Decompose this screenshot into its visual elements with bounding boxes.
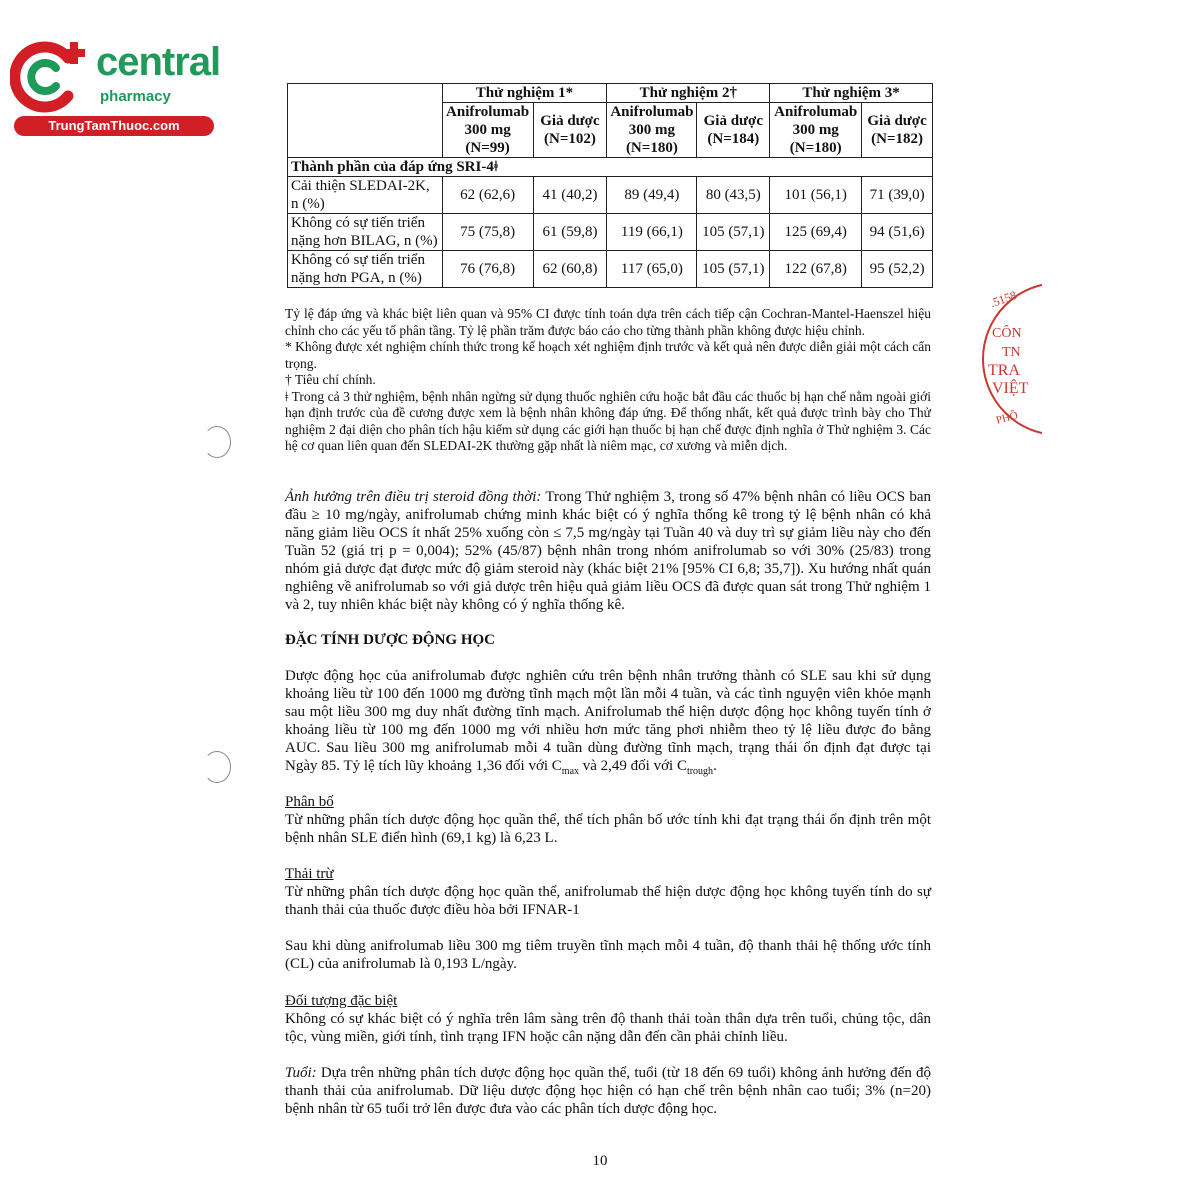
steroid-title: Ảnh hưởng trên điều trị steroid đồng thời: <box>285 489 542 505</box>
cell-value: 80 (43,5) <box>697 177 770 214</box>
logo-title: central <box>96 40 221 84</box>
cell-value: 62 (60,8) <box>533 251 607 288</box>
cell-value: 76 (76,8) <box>442 251 533 288</box>
cell-value: 75 (75,8) <box>442 214 533 251</box>
table-header-row <box>288 84 933 103</box>
elimination-body: Từ những phân tích dược động học quần thể, anifrolumab thể hiện dược động học không tuyến tính do sự thanh thải của thuốc được điều hòa bởi IFNAR-1 <box>285 884 931 918</box>
cell-value: 105 (57,1) <box>697 251 770 288</box>
punch-hole <box>203 751 231 783</box>
distribution-section <box>285 793 931 847</box>
cmax-subscript: max <box>561 766 580 777</box>
stamp-text: CÔN <box>992 326 1022 341</box>
special-title: Đối tượng đặc biệt <box>285 993 398 1009</box>
cell-value: 94 (51,6) <box>862 214 933 251</box>
arm-header: Anifrolumab 300 mg (N=99) <box>442 103 533 158</box>
special-populations-section <box>285 992 931 1118</box>
arm-header: Giả dược (N=184) <box>697 103 770 158</box>
footnote: Tỷ lệ đáp ứng và khác biệt liên quan và 95% CI được tính toán dựa trên cách tiếp cận Cochran-Mantel-Haenszel hiệu chỉnh cho các yếu tố phân tầng. Tỷ lệ phần trăm được báo cáo cho từng thành phần không được hiệu chỉnh. <box>285 306 931 338</box>
page-number: 10 <box>592 1153 608 1169</box>
steroid-body: Trong Thử nghiệm 3, trong số 47% bệnh nhân có liều OCS ban đầu ≥ 10 mg/ngày, anifrolumab chứng minh khác biệt có ý nghĩa thống kê trong tỷ lệ bệnh nhân có khả năng giảm liều OCS ít nhất 25% xuống còn ≤ 7,5 mg/ngày tại Tuần 40 và duy trì sự giảm liều này cho đến Tuần 52 (giá trị p = 0,004); 52% (45/87) bệnh nhân trong nhóm anifrolumab so với 30% (25/83) trong nhóm giả dược đạt được mức độ giảm steroid này (khác biệt 21% [95% CI 6,8; 35,7]). Xu hướng nhất quán nghiêng về anifrolumab so với giả dược trên hiệu quả giảm liều OCS đã được quan sát trong Thử nghiệm 1 và 2, tuy nhiên khác biệt này không có ý nghĩa thống kê. <box>285 489 931 613</box>
cell-value: 119 (66,1) <box>607 214 697 251</box>
table-row <box>288 214 933 251</box>
elimination-title: Thải trừ <box>285 866 334 882</box>
cell-value: 105 (57,1) <box>697 214 770 251</box>
section-title: Thành phần của đáp ứng SRI-4ǂ <box>288 158 933 177</box>
company-stamp <box>982 282 1042 442</box>
pk-intro-text: và 2,49 đối với C <box>579 758 687 774</box>
pk-intro-paragraph <box>285 667 931 781</box>
stamp-text: TRA <box>988 362 1020 379</box>
cell-value: 62 (62,6) <box>442 177 533 214</box>
pk-heading: ĐẶC TÍNH DƯỢC ĐỘNG HỌC <box>285 632 496 648</box>
table-row <box>288 177 933 214</box>
table-section-row <box>288 158 933 177</box>
ctrough-subscript: trough <box>686 766 714 777</box>
trial-header: Thử nghiệm 2† <box>607 84 770 103</box>
table-row <box>288 251 933 288</box>
cell-value: 95 (52,2) <box>862 251 933 288</box>
trial-header: Thử nghiệm 1* <box>442 84 607 103</box>
row-label: Không có sự tiến triển nặng hơn PGA, n (%) <box>288 251 443 288</box>
distribution-body: Từ những phân tích dược động học quần thể, thể tích phân bố ước tính khi đạt trạng thái ổn định trên một bệnh nhân SLE điển hình (69,1 kg) là 6,23 L. <box>285 812 931 846</box>
stamp-text: .5158 <box>988 287 1019 311</box>
stamp-text: TN <box>1002 345 1021 360</box>
punch-hole <box>203 426 231 458</box>
arm-header: Anifrolumab 300 mg (N=180) <box>770 103 862 158</box>
cell-value: 122 (67,8) <box>770 251 862 288</box>
elimination-body: Sau khi dùng anifrolumab liều 300 mg tiêm truyền tĩnh mạch mỗi 4 tuần, độ thanh thải hệ thống ước tính (CL) của anifrolumab là 0,193 L/ngày. <box>285 938 931 972</box>
arm-header: Anifrolumab 300 mg (N=180) <box>607 103 697 158</box>
cell-value: 117 (65,0) <box>607 251 697 288</box>
logo-url-badge: TrungTamThuoc.com <box>14 116 214 136</box>
footnote: ǂ Trong cả 3 thử nghiệm, bệnh nhân ngừng sử dụng thuốc nghiên cứu hoặc bắt đầu các thuốc bị hạn chế nằm ngoài giới hạn định trước của đề cương được xem là bệnh nhân không đáp ứng. Để thống nhất, kết quả được trình bày cho Thử nghiệm 2 đại diện cho phân tích hậu kiểm sử dụng các giới hạn thuốc bị hạn chế được định nghĩa ở Thử nghiệm 3. Các hệ cơ quan liên quan đến SLEDAI-2K thường gặp nhất là niêm mạc, cơ xương và miễn dịch. <box>285 388 931 453</box>
cell-value: 41 (40,2) <box>533 177 607 214</box>
empty-header-cell <box>288 84 443 158</box>
steroid-paragraph <box>285 488 931 614</box>
trial-header: Thử nghiệm 3* <box>770 84 933 103</box>
age-body: Dựa trên những phân tích dược động học quần thể, tuổi (từ 18 đến 69 tuổi) không ảnh hưởng đến độ thanh thải của anifrolumab. Dữ liệu dược động học hiện có hạn chế trên bệnh nhân cao tuổi; 3% (n=20) bệnh nhân từ 65 tuổi trở lên được đưa vào các phân tích dược động học. <box>285 1065 931 1117</box>
pk-intro-text: . <box>713 758 717 774</box>
elimination-section <box>285 865 931 973</box>
table-footnotes <box>285 306 931 455</box>
footnote: * Không được xét nghiệm chính thức trong kế hoạch xét nghiệm định trước và kết quả nên được diễn giải một cách cẩn trọng. <box>285 339 931 371</box>
cell-value: 125 (69,4) <box>770 214 862 251</box>
age-title: Tuổi: <box>285 1065 317 1081</box>
cell-value: 61 (59,8) <box>533 214 607 251</box>
stamp-text: VIỆT <box>992 380 1029 397</box>
arm-header: Giả dược (N=182) <box>862 103 933 158</box>
special-body: Không có sự khác biệt có ý nghĩa trên lâm sàng trên độ thanh thải toàn thân dựa trên tuổi, chủng tộc, dân tộc, vùng miền, giới tính, tình trạng IFN hoặc cân nặng dẫn đến cần phải chỉnh liều. <box>285 1011 931 1045</box>
distribution-title: Phân bố <box>285 794 334 810</box>
cell-value: 71 (39,0) <box>862 177 933 214</box>
row-label: Không có sự tiến triển nặng hơn BILAG, n (%) <box>288 214 443 251</box>
pharmacy-cross-logo-icon <box>10 38 94 114</box>
sri4-response-table <box>287 83 933 288</box>
arm-header: Giả dược (N=102) <box>533 103 607 158</box>
footnote: † Tiêu chí chính. <box>285 372 376 387</box>
row-label: Cải thiện SLEDAI-2K, n (%) <box>288 177 443 214</box>
cell-value: 89 (49,4) <box>607 177 697 214</box>
stamp-text: PHÔ <box>994 409 1020 427</box>
pk-intro-text: Dược động học của anifrolumab được nghiên cứu trên bệnh nhân trưởng thành có SLE sau khi sử dụng khoảng liều từ 100 đến 1000 mg đường tĩnh mạch một lần mỗi 4 tuần, và các tình nguyện viên khỏe mạnh sau một liều 300 mg duy nhất đường tĩnh mạch. Anifrolumab thể hiện dược động học không tuyến tính ở khoảng liều từ 100 mg đến 1000 mg với nhiều hơn mức tăng phơi nhiễm theo tỷ lệ liều được đo bằng AUC. Sau liều 300 mg anifrolumab mỗi 4 tuần dùng đường tĩnh mạch, trạng thái ổn định đạt được tại Ngày 85. Tỷ lệ tích lũy khoảng 1,36 đối với C <box>285 668 931 774</box>
cell-value: 101 (56,1) <box>770 177 862 214</box>
central-pharmacy-logo <box>10 36 220 136</box>
logo-subtitle: pharmacy <box>100 88 171 105</box>
